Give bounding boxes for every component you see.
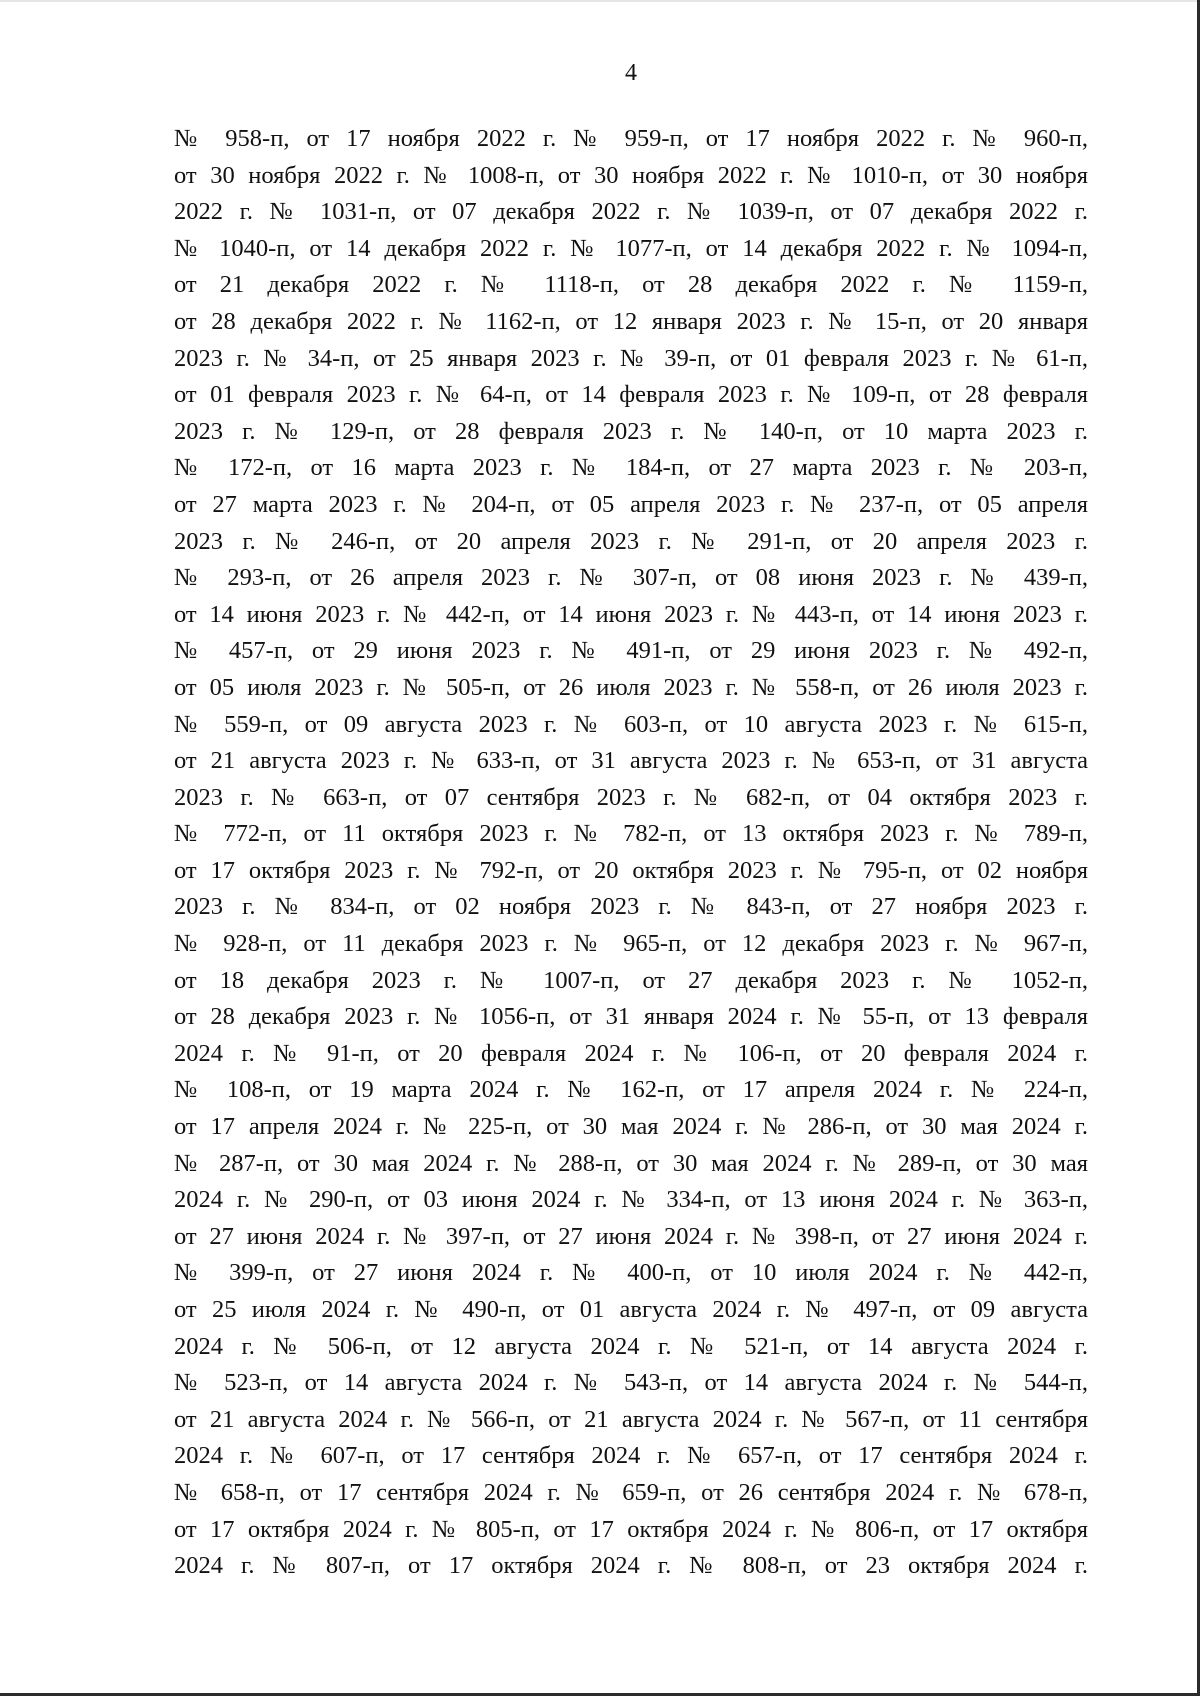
text-line: от 05 июля 2023 г. № 505-п, от 26 июля 2023 г. № 558-п, от 26 июля 2023 г. [174, 673, 1088, 701]
text-line: от 28 декабря 2023 г. № 1056-п, от 31 января 2024 г. № 55-п, от 13 февраля [174, 1003, 1088, 1031]
text-line: 2023 г. № 129-п, от 28 февраля 2023 г. № 140-п, от 10 марта 2023 г. [174, 417, 1088, 445]
text-line: от 21 августа 2023 г. № 633-п, от 31 августа 2023 г. № 653-п, от 31 августа [174, 747, 1088, 775]
text-line: № 559-п, от 09 августа 2023 г. № 603-п, от 10 августа 2023 г. № 615-п, [174, 710, 1088, 738]
text-line: № 523-п, от 14 августа 2024 г. № 543-п, от 14 августа 2024 г. № 544-п, [174, 1369, 1088, 1397]
text-line: от 17 октября 2023 г. № 792-п, от 20 октября 2023 г. № 795-п, от 02 ноября [174, 856, 1088, 884]
text-line: от 25 июля 2024 г. № 490-п, от 01 августа 2024 г. № 497-п, от 09 августа [174, 1296, 1088, 1323]
text-line: № 772-п, от 11 октября 2023 г. № 782-п, от 13 октября 2023 г. № 789-п, [174, 820, 1088, 848]
text-line: от 17 апреля 2024 г. № 225-п, от 30 мая 2024 г. № 286-п, от 30 мая 2024 г. [174, 1113, 1088, 1141]
page-number: 4 [625, 60, 637, 86]
text-line: от 17 октября 2024 г. № 805-п, от 17 октября 2024 г. № 806-п, от 17 октября [174, 1515, 1088, 1543]
text-line: № 958-п, от 17 ноября 2022 г. № 959-п, от 17 ноября 2022 г. № 960-п, [174, 125, 1088, 152]
text-line: № 1040-п, от 14 декабря 2022 г. № 1077-п, от 14 декабря 2022 г. № 1094-п, [174, 234, 1088, 262]
text-line: № 658-п, от 17 сентября 2024 г. № 659-п, от 26 сентября 2024 г. № 678-п, [174, 1478, 1088, 1506]
text-line: от 01 февраля 2023 г. № 64-п, от 14 февраля 2023 г. № 109-п, от 28 февраля [174, 381, 1088, 409]
text-line: 2022 г. № 1031-п, от 07 декабря 2022 г. № 1039-п, от 07 декабря 2022 г. [174, 198, 1088, 226]
text-line: № 108-п, от 19 марта 2024 г. № 162-п, от 17 апреля 2024 г. № 224-п, [174, 1076, 1088, 1104]
text-line: № 399-п, от 27 июня 2024 г. № 400-п, от 10 июля 2024 г. № 442-п, [174, 1259, 1088, 1287]
text-line: 2023 г. № 246-п, от 20 апреля 2023 г. № 291-п, от 20 апреля 2023 г. [174, 527, 1088, 555]
text-line: 2024 г. № 91-п, от 20 февраля 2024 г. № 106-п, от 20 февраля 2024 г. [174, 1039, 1088, 1067]
text-line: 2024 г. № 506-п, от 12 августа 2024 г. № 521-п, от 14 августа 2024 г. [174, 1332, 1088, 1360]
text-line: от 18 декабря 2023 г. № 1007-п, от 27 декабря 2023 г. № 1052-п, [174, 966, 1088, 994]
page-top-edge [0, 0, 1200, 2]
text-line: 2023 г. № 834-п, от 02 ноября 2023 г. № 843-п, от 27 ноября 2023 г. [174, 893, 1088, 921]
text-line: № 928-п, от 11 декабря 2023 г. № 965-п, от 12 декабря 2023 г. № 967-п, [174, 930, 1088, 958]
text-line: № 172-п, от 16 марта 2023 г. № 184-п, от 27 марта 2023 г. № 203-п, [174, 454, 1088, 482]
text-line: от 30 ноября 2022 г. № 1008-п, от 30 ноября 2022 г. № 1010-п, от 30 ноября [174, 161, 1088, 189]
text-line: № 457-п, от 29 июня 2023 г. № 491-п, от 29 июня 2023 г. № 492-п, [174, 637, 1088, 665]
text-line: 2024 г. № 807-п, от 17 октября 2024 г. № 808-п, от 23 октября 2024 г. [174, 1552, 1088, 1580]
text-line: 2024 г. № 290-п, от 03 июня 2024 г. № 334-п, от 13 июня 2024 г. № 363-п, [174, 1186, 1088, 1214]
text-line: № 293-п, от 26 апреля 2023 г. № 307-п, от 08 июня 2023 г. № 439-п, [174, 564, 1088, 592]
text-line: от 28 декабря 2022 г. № 1162-п, от 12 января 2023 г. № 15-п, от 20 января [174, 307, 1088, 335]
text-line: 2024 г. № 607-п, от 17 сентября 2024 г. № 657-п, от 17 сентября 2024 г. [174, 1442, 1088, 1470]
text-line: от 14 июня 2023 г. № 442-п, от 14 июня 2023 г. № 443-п, от 14 июня 2023 г. [174, 600, 1088, 628]
text-line: № 287-п, от 30 мая 2024 г. № 288-п, от 30 мая 2024 г. № 289-п, от 30 мая [174, 1149, 1088, 1177]
text-line: 2023 г. № 663-п, от 07 сентября 2023 г. № 682-п, от 04 октября 2023 г. [174, 783, 1088, 811]
text-line: от 21 августа 2024 г. № 566-п, от 21 августа 2024 г. № 567-п, от 11 сентября [174, 1405, 1088, 1433]
text-line: 2023 г. № 34-п, от 25 января 2023 г. № 39-п, от 01 февраля 2023 г. № 61-п, [174, 344, 1088, 372]
text-line: от 21 декабря 2022 г. № 1118-п, от 28 декабря 2022 г. № 1159-п, [174, 271, 1088, 299]
body-text [174, 121, 1088, 1585]
text-line: от 27 марта 2023 г. № 204-п, от 05 апреля 2023 г. № 237-п, от 05 апреля [174, 490, 1088, 518]
text-line: от 27 июня 2024 г. № 397-п, от 27 июня 2024 г. № 398-п, от 27 июня 2024 г. [174, 1222, 1088, 1250]
